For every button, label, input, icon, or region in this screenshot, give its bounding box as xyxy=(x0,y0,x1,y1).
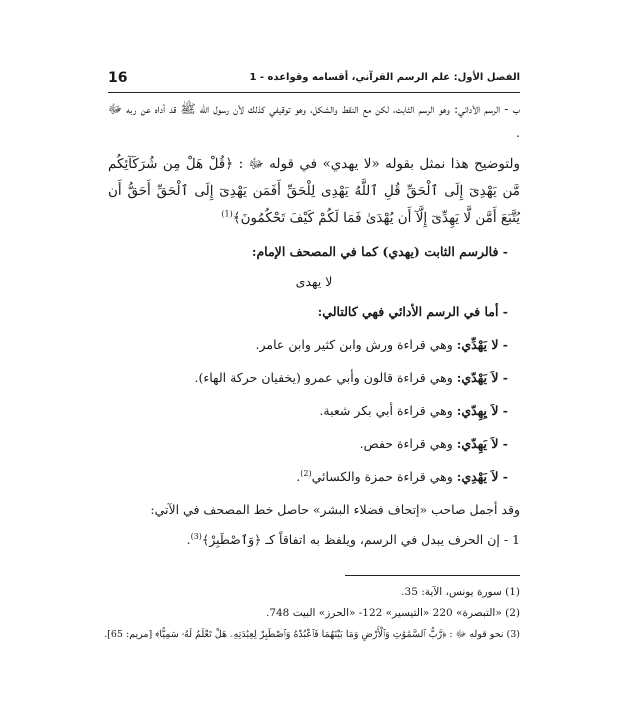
footnote xyxy=(104,624,520,645)
reading-word: - لاَ يَهْدّي: xyxy=(456,370,508,385)
page-header xyxy=(108,70,520,93)
footnote-number: (1) xyxy=(505,586,520,598)
footnote-text: سورة يونس، الآية: 35. xyxy=(401,586,502,598)
reading-item xyxy=(108,399,520,423)
reading-item: - لاَ يَهْدِي: وهي قراءة حمزة والكسائي$^{(2)}$. xyxy=(296,468,508,484)
footnote-number: (3) xyxy=(506,629,520,640)
reading-word: - لا يَهْدِّي: xyxy=(456,337,508,352)
footnote-marker-1: (1) xyxy=(221,209,233,219)
footnote-text: «التبصرة» 220 «التيسير» 122- «الحرز» البيت 748. xyxy=(265,607,502,619)
reading-item xyxy=(108,366,520,390)
reading-item xyxy=(108,432,520,456)
quran-verse: ﴿قُلْ هَلْ مِن شُرَكَآئِكُم مَّن يَهْدِىٓ إِلَى ٱلْحَقِّ قُلِ ٱللَّهُ يَهْدِى لِلْحَقِّ أَفَمَن يَهْدِىٓ إِلَى ٱلْحَقِّ أَحَقُّ أَن يُتَّبَعَ أَمَّن لَّا يَهِدِّىٓ إِلَّآ أَن يُهْدَىٰ فَمَا لَكُمْ كَيْفَ تَحْكُمُونَ﴾ xyxy=(108,156,520,226)
footnotes xyxy=(104,575,520,645)
reading-text: وهي قراءة قالون وأبي عمرو (يخفيان حركة الهاء). xyxy=(194,370,453,385)
reading-text: وهي قراءة حفص. xyxy=(359,436,453,451)
reading-item xyxy=(108,333,520,357)
reading-word: - لاَ يَهِدّي: xyxy=(456,436,508,451)
fixed-script-form: لا يهدى xyxy=(295,274,333,289)
paragraph-example xyxy=(108,151,520,232)
footnote-marker-3: (3) xyxy=(190,531,202,541)
example-intro: ولتوضيح هذا نمثل بقوله «لا يهدي» في قوله ﷻ : xyxy=(238,156,520,172)
reading-text: وهي قراءة أبي بكر شعبة. xyxy=(319,403,453,418)
rule-item-1-text: 1 - إن الحرف يبدل في الرسم، ويلفظ به اتفاقاً كـ ﴿وَٱصْطَبِرْ﴾ xyxy=(201,532,520,547)
reading-text: وهي قراءة حمزة والكسائي xyxy=(311,469,453,484)
reading-text: وهي قراءة ورش وابن كثير وابن عامر. xyxy=(255,337,453,352)
fixed-script-heading: - فالرسم الثابت (يهدي) كما في المصحف الإمام: xyxy=(251,244,508,259)
page-number: 16 xyxy=(108,70,128,86)
footnote-marker-2: (2) xyxy=(300,468,312,478)
footnote-number: (2) xyxy=(505,607,520,619)
main-text xyxy=(108,97,520,552)
footnote-text: نحو قوله ﷻ : ﴿رَّبُّ ٱلسَّمَٰوَٰتِ وَٱلْأَرْضِ وَمَا بَيْنَهُمَا فَٱعْبُدْهُ وَٱصْطَبِرْ لِعِبَٰدَتِهِۦ هَلْ تَعْلَمُ لَهُۥ سَمِيًّا﴾ [مريم: 65]. xyxy=(104,629,504,640)
performed-script-heading: - أما في الرسم الأدائي فهي كالتالي: xyxy=(317,304,508,319)
footnote xyxy=(108,582,520,603)
reading-word: - لاَ يَهْدِي: xyxy=(456,469,508,484)
rule-item-1: 1 - إن الحرف يبدل في الرسم، ويلفظ به اتفاقاً كـ ﴿وَٱصْطَبِرْ﴾$^{(3)}$. xyxy=(186,531,520,547)
footnote xyxy=(108,603,520,624)
reading-word: - لاَ يِهِدّي: xyxy=(456,403,508,418)
footnote-divider xyxy=(345,575,520,576)
running-title: الفصل الأول: علم الرسم القرآني، أقسامه وقواعده - 1 xyxy=(249,72,520,83)
summary-paragraph: وقد أجمل صاحب «إتحاف فضلاء البشر» حاصل خط المصحف في الآتي: xyxy=(150,502,520,517)
paragraph-performed-script: ب - الرسم الأدائي: وهو الرسم الثابت، لكن مع النقط والشكل، وهو توقيفي كذلك لأن رسول الله ﷺ قد أداه عن ربه ﷻ . xyxy=(108,101,520,140)
